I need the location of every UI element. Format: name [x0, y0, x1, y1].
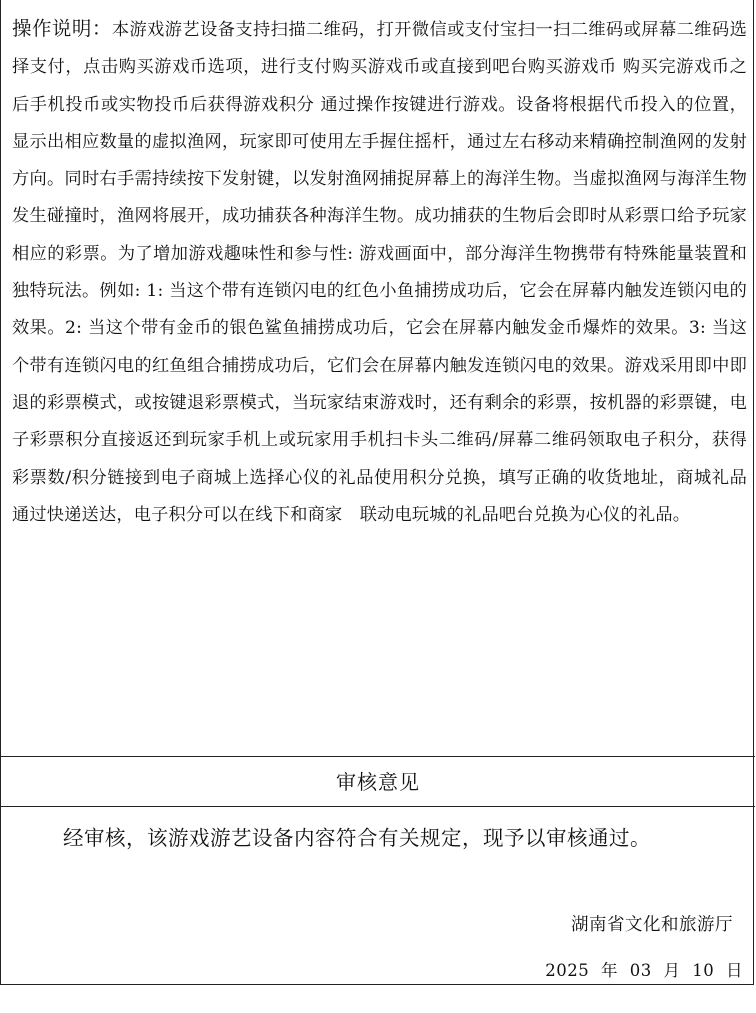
operation-instructions [1, 0, 755, 757]
review-opinion-header: 审核意见 [1, 757, 755, 807]
review-opinion-text: 经审核，该游戏游艺设备内容符合有关规定，现予以审核通过。 [63, 826, 651, 850]
instructions-text: 本游戏游艺设备支持扫描二维码，打开微信或支付宝扫一扫二维码或屏幕二维码选择支付，点击购买游戏币选项，进行支付购买游戏币或直接到吧台购买游戏币 购买完游戏币之后手机投币或实物投币后获得游戏积分 通过操作按键进行游戏。设备将根据代币投入的位置，显示出相应数量的虚拟渔网，玩家即可使用左手握住摇杆，通过左右移动来精确控制渔网的发射方向。同时右手需持续按下发射键，以发射渔网捕捉屏幕上的海洋生物。当虚拟渔网与海洋生物发生碰撞时，渔网将展开，成功捕获各种海洋生物。成功捕获的生物后会即时从彩票口给予玩家相应的彩票。为了增加游戏趣味性和参与性: 游戏画面中，部分海洋生物携带有特殊能量装置和独特玩法。例如: 1: 当这个带有连锁闪电的红色小鱼捕捞成功后，它会在屏幕内触发连锁闪电的效果。2: 当这个带有金币的银色鲨鱼捕捞成功后，它会在屏幕内触发金币爆炸的效果。3: 当这个带有连锁闪电的红鱼组合捕捞成功后，它们会在屏幕内触发连锁闪电的效果。游戏采用即中即退的彩票模式，或按键退彩票模式，当玩家结束游戏时，还有剩余的彩票，按机器的彩票键，电子彩票积分直接返还到玩家手机上或玩家用手机扫卡头二维码/屏幕二维码领取电子积分，获得彩票数/积分链接到电子商城上选择心仪的礼品使用积分兑换，填写正确的收货地址，商城礼品通过快递送达，电子积分可以在线下和商家 联动电玩城的礼品吧台兑换为心仪的礼品。 [12, 20, 747, 525]
instructions-label: 操作说明： [12, 17, 112, 40]
review-opinion-body [1, 807, 755, 985]
issuing-authority: 湖南省文化和旅游厅 [571, 915, 733, 935]
approval-date: 2025 年 03 月 10 日 [545, 961, 743, 980]
